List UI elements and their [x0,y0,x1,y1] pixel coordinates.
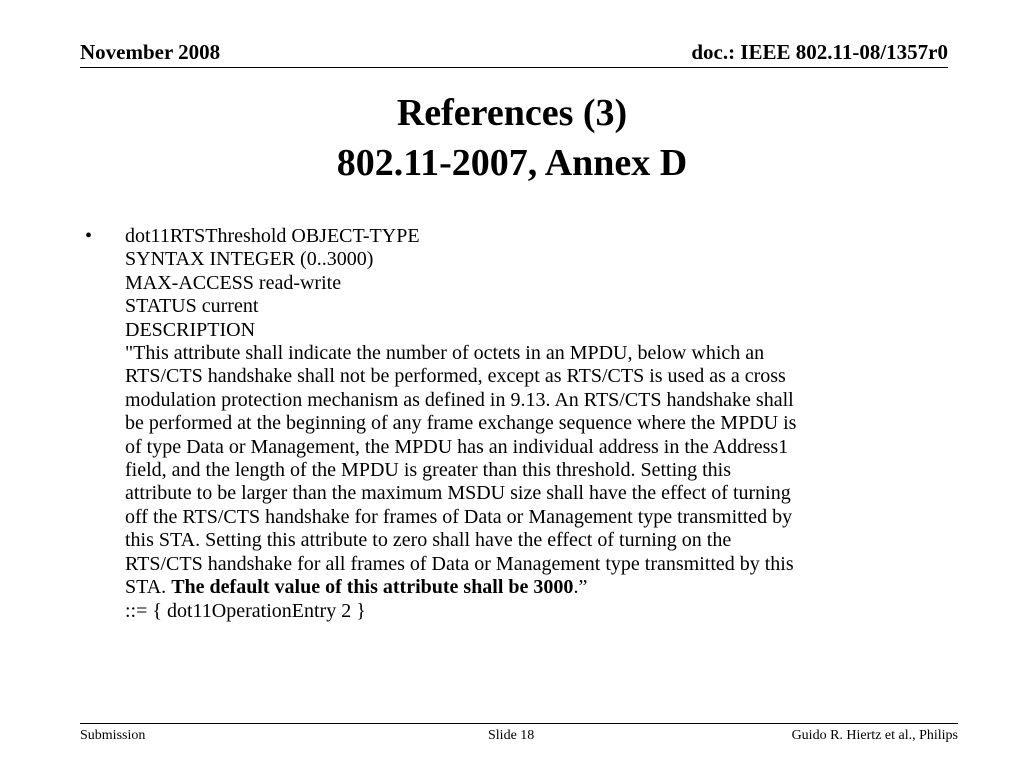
body-line: MAX-ACCESS read-write [125,271,342,294]
bullet-body [125,225,945,623]
body-line: of type Data or Management, the MPDU has an individual address in the Address1 [125,435,789,458]
body-line: be performed at the beginning of any frame exchange sequence where the MPDU is [125,412,797,435]
body-line: STATUS current [125,295,259,318]
closing-line: ::= { dot11OperationEntry 2 } [125,599,366,622]
body-line: attribute to be larger than the maximum MSDU size shall have the effect of turning [125,482,791,505]
body-line: off the RTS/CTS handshake for frames of Data or Management type transmitted by [125,505,793,528]
footer-divider [80,723,958,724]
body-line: SYNTAX INTEGER (0..3000) [125,248,374,271]
last-line-suffix: .” [573,576,588,599]
body-line: "This attribute shall indicate the number of octets in an MPDU, below which an [125,342,765,365]
footer-submission: Submission [80,728,146,743]
default-value-statement: The default value of this attribute shall be 3000 [171,576,574,599]
header-divider [80,67,948,68]
body-line-last [125,576,945,599]
body-line: dot11RTSThreshold OBJECT-TYPE [125,225,420,247]
last-line-prefix: STA. [125,576,172,599]
body-line: RTS/CTS handshake for all frames of Data or Management type transmitted by this [125,552,794,575]
header-doc-id: doc.: IEEE 802.11-08/1357r0 [691,40,948,64]
slide-title-line-1: References (3) [396,92,628,134]
slide-title-line-2: 802.11-2007, Annex D [336,142,688,184]
body-line: DESCRIPTION [125,318,256,341]
footer-author: Guido R. Hiertz et al., Philips [791,728,958,743]
footer-slide-number: Slide 18 [488,728,535,743]
slide-title [80,88,944,188]
body-line: RTS/CTS handshake shall not be performed, except as RTS/CTS is used as a cross [125,365,786,388]
body-line: this STA. Setting this attribute to zero shall have the effect of turning on the [125,529,732,552]
body-line: modulation protection mechanism as defined in 9.13. An RTS/CTS handshake shall [125,388,794,411]
body-line: field, and the length of the MPDU is greater than this threshold. Setting this [125,459,732,482]
bullet-dot-icon: • [85,225,93,247]
header-date: November 2008 [80,40,221,64]
